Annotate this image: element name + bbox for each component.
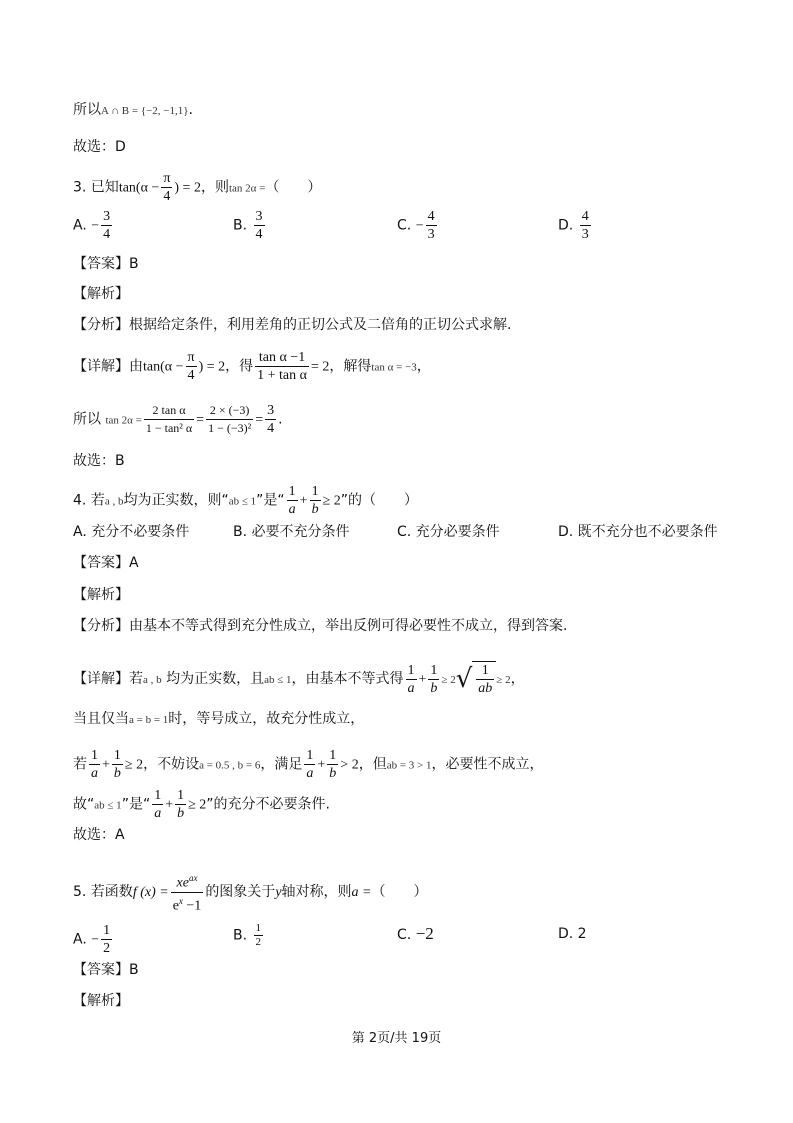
text: ”是“ xyxy=(256,492,285,509)
math-expr: a = 0.5 , b = 6 xyxy=(199,759,261,772)
fraction xyxy=(426,208,437,243)
equals: = xyxy=(255,412,264,428)
q4-fenxi xyxy=(73,616,567,636)
numerator: 1 xyxy=(407,662,415,678)
text: 的图象关于 xyxy=(205,884,276,901)
fenxi-tag: 【分析】 xyxy=(73,618,129,634)
text: ，必要性不成立， xyxy=(431,756,544,773)
question-number: 5. 若函数 xyxy=(73,884,133,901)
fraction xyxy=(171,870,204,914)
fraction xyxy=(175,787,186,822)
fraction xyxy=(254,922,264,949)
q4-detail-line4 xyxy=(73,787,330,822)
fraction xyxy=(101,208,112,243)
option-label: B. xyxy=(233,217,248,234)
fraction xyxy=(161,170,172,205)
plus: + xyxy=(418,672,427,687)
q4-detail-line3 xyxy=(73,747,544,782)
q5-answer xyxy=(73,960,139,980)
numerator: 3 xyxy=(103,209,111,224)
answer-value: A xyxy=(129,555,139,571)
math-expr: a = xyxy=(351,885,372,901)
denominator: 4 xyxy=(187,368,195,383)
fraction xyxy=(476,662,494,697)
denominator: b xyxy=(113,766,121,781)
q4-analysis-tag: 【解析】 xyxy=(73,587,129,603)
math-expr: tan(α − xyxy=(143,359,184,375)
fenxi-tag: 【分析】 xyxy=(73,317,129,333)
answer-tag: 【答案】 xyxy=(73,555,129,571)
text: 若 xyxy=(73,756,87,773)
q5-option-a xyxy=(73,922,114,957)
math-expr: ≥ 2 xyxy=(496,674,511,686)
fraction xyxy=(287,483,298,518)
q5-option-d: D. 2 xyxy=(558,926,587,942)
math-expr: tan 2α = xyxy=(228,182,266,195)
text: ，得 xyxy=(225,358,254,375)
numerator: 1 xyxy=(91,748,98,763)
math-expr: f (x) = xyxy=(132,885,169,901)
math-expr: A ∩ B = {−2, −1,1} xyxy=(101,105,189,117)
math-expr: ≥ 2 xyxy=(322,493,341,509)
fraction xyxy=(206,402,253,437)
question-4-stem xyxy=(73,483,418,518)
denominator: a xyxy=(407,680,415,696)
q4-option-a: A. 充分不必要条件 xyxy=(73,524,190,540)
text: 时，等号成立，故充分性成立， xyxy=(168,711,365,727)
numerator: 1 xyxy=(430,662,438,678)
math-expr: a , b xyxy=(143,674,162,686)
fraction xyxy=(112,747,123,782)
text: 所以 xyxy=(73,102,101,118)
text: 故“ xyxy=(73,796,95,813)
denominator xyxy=(171,893,204,915)
text: ，则 xyxy=(200,179,229,196)
text: ，解得 xyxy=(329,358,372,375)
denominator: 3 xyxy=(427,227,435,242)
numerator xyxy=(171,870,204,893)
fraction xyxy=(428,662,439,697)
plus: + xyxy=(317,757,326,773)
q5-option-b xyxy=(233,922,265,949)
q3-option-b xyxy=(233,208,267,243)
q4-choose: 故选：A xyxy=(73,827,125,843)
fraction xyxy=(101,922,112,957)
text: ，由基本不等式得 xyxy=(291,671,404,687)
sign: − xyxy=(415,218,424,234)
page-footer: 第 2页/共 19页 xyxy=(351,1031,442,1046)
math-var: y xyxy=(275,885,282,901)
option-label: C. xyxy=(397,927,412,943)
denominator-base: e xyxy=(172,898,179,914)
denominator: 2 xyxy=(103,941,111,956)
q3-detail xyxy=(73,349,431,384)
q4-detail-line2 xyxy=(73,709,364,730)
numerator: 1 xyxy=(311,484,319,499)
math-expr: ≥ 2 xyxy=(441,674,456,686)
math-expr: ab ≤ 1 xyxy=(228,495,257,508)
text: 均为正实数，则“ xyxy=(123,492,229,509)
fraction xyxy=(580,208,591,243)
math-expr: ) = 2 xyxy=(174,180,201,196)
math-expr: tan α = −3 xyxy=(371,361,417,374)
fraction xyxy=(327,747,338,782)
fraction xyxy=(255,349,309,384)
denominator: 4 xyxy=(255,227,263,242)
numerator: 1 xyxy=(113,748,121,763)
denominator: b xyxy=(329,766,337,781)
q3-option-a xyxy=(73,208,114,243)
option-label: A. xyxy=(73,931,87,948)
numerator: 2 × (−3) xyxy=(206,402,253,420)
text: ，不妨设 xyxy=(143,756,200,773)
option-label: C. xyxy=(397,217,412,234)
text: 由 xyxy=(129,358,143,375)
text: 轴对称，则 xyxy=(281,884,352,901)
text: ”的充分不必要条件. xyxy=(206,796,330,813)
denominator: b xyxy=(430,680,438,696)
text: ”的（ ） xyxy=(340,492,419,509)
plus: + xyxy=(102,757,110,773)
q4-option-d: D. 既不充分也不必要条件 xyxy=(558,524,718,540)
detail-tag: 【详解】 xyxy=(73,358,129,375)
numerator: 4 xyxy=(427,209,435,224)
numerator: 3 xyxy=(267,403,275,418)
text: ，但 xyxy=(358,756,387,773)
fraction xyxy=(152,787,163,822)
answer-value: B xyxy=(129,962,139,978)
set-intersection-line xyxy=(73,100,193,121)
text: ，满足 xyxy=(260,756,303,773)
denominator: b xyxy=(177,806,185,821)
detail-tag: 【详解】 xyxy=(73,671,129,687)
text: . xyxy=(278,411,283,428)
fraction xyxy=(186,349,197,384)
math-expr: > 2 xyxy=(340,757,359,773)
equals: = xyxy=(196,412,205,428)
denominator: 2 xyxy=(255,936,262,948)
q5-analysis-tag: 【解析】 xyxy=(73,993,129,1009)
option-label: A. xyxy=(73,217,87,234)
answer-tag: 【答案】 xyxy=(73,256,129,272)
fraction xyxy=(310,483,321,518)
numerator: 2 tan α xyxy=(144,402,194,420)
plus: + xyxy=(299,493,308,509)
math-expr: tan(α − xyxy=(118,180,160,196)
fenxi-text: 由基本不等式得到充分性成立，举出反例可得必要性不成立，得到答案. xyxy=(129,618,568,634)
denominator: a xyxy=(91,766,98,781)
text: . xyxy=(188,102,193,118)
fraction xyxy=(89,747,100,782)
denominator-tail: −1 xyxy=(182,898,202,914)
question-5-stem xyxy=(73,870,427,914)
math-expr: ≥ 2 xyxy=(188,797,207,813)
numerator: 1 xyxy=(329,748,337,763)
fenxi-text: 根据给定条件，利用差角的正切公式及二倍角的正切公式求解. xyxy=(129,317,512,333)
numerator: π xyxy=(187,350,195,365)
sqrt-radicand xyxy=(472,661,496,697)
q3-solution xyxy=(73,402,283,437)
text: ， xyxy=(510,671,525,687)
denominator: 1 + tan α xyxy=(257,368,307,383)
answer-value: B xyxy=(129,256,139,272)
exponent: x xyxy=(178,895,183,906)
denominator: 4 xyxy=(163,189,171,204)
fraction xyxy=(304,747,315,782)
question-number: 3. 已知 xyxy=(73,179,119,196)
q3-fenxi xyxy=(73,315,511,335)
q5-option-c xyxy=(397,924,434,945)
option-value: −2 xyxy=(415,924,434,943)
q3-answer xyxy=(73,254,139,274)
fraction xyxy=(144,402,194,437)
math-expr: ab ≤ 1 xyxy=(94,799,122,812)
text: ， xyxy=(416,358,431,375)
numerator: tan α −1 xyxy=(255,349,309,367)
fraction xyxy=(406,662,417,697)
denominator: 4 xyxy=(103,227,111,242)
math-expr: ≥ 2 xyxy=(124,757,144,773)
answer-tag: 【答案】 xyxy=(73,962,129,978)
option-label: D. xyxy=(558,217,574,234)
numerator: π xyxy=(163,171,171,186)
question-3-stem xyxy=(73,170,321,205)
sign: − xyxy=(91,218,100,234)
math-expr: = 2 xyxy=(310,359,330,375)
denominator: b xyxy=(311,502,319,517)
numerator: 1 xyxy=(288,484,296,499)
denominator: a xyxy=(154,806,162,821)
fraction xyxy=(254,208,265,243)
numerator-base: xe xyxy=(176,875,189,891)
q3-option-d xyxy=(558,208,593,243)
denominator: a xyxy=(288,502,296,517)
denominator: 1 − (−3)² xyxy=(208,421,252,435)
question-number: 4. 若 xyxy=(73,492,105,509)
denominator: 4 xyxy=(267,421,275,436)
denominator: a xyxy=(306,766,314,781)
math-expr: a , b xyxy=(104,495,124,508)
previous-answer: 故选：D xyxy=(73,139,126,155)
exponent: ax xyxy=(188,873,198,883)
numerator: 3 xyxy=(255,209,263,224)
radical-sign: √ xyxy=(455,664,473,694)
numerator: 1 xyxy=(177,788,185,803)
math-expr: ab ≤ 1 xyxy=(264,674,292,686)
option-label: B. xyxy=(233,927,248,944)
text: 所以 xyxy=(73,411,101,428)
math-expr: ab = 3 > 1 xyxy=(386,759,432,772)
q4-option-c: C. 充分必要条件 xyxy=(397,524,500,540)
text: 均为正实数，且 xyxy=(166,671,265,687)
q3-option-c xyxy=(397,208,439,243)
text: ”是“ xyxy=(121,796,151,813)
math-expr: tan 2α = xyxy=(105,414,142,427)
answer-blank: （ ） xyxy=(371,884,428,901)
text: 若 xyxy=(129,671,143,687)
denominator: 1 − tan² α xyxy=(145,421,193,435)
numerator: 4 xyxy=(581,209,589,224)
numerator: 1 xyxy=(103,923,111,938)
q4-answer xyxy=(73,553,139,573)
denominator: ab xyxy=(478,681,493,696)
math-expr: a = b = 1 xyxy=(129,714,169,726)
sign: − xyxy=(91,932,100,948)
fraction xyxy=(265,402,276,437)
q4-option-b: B. 必要不充分条件 xyxy=(233,524,350,540)
answer-blank: （ ） xyxy=(265,179,322,196)
denominator: 3 xyxy=(581,227,589,242)
plus: + xyxy=(165,797,174,813)
q3-analysis-tag: 【解析】 xyxy=(73,286,129,302)
numerator: 1 xyxy=(306,748,314,763)
numerator: 1 xyxy=(255,922,262,934)
numerator: 1 xyxy=(476,662,494,680)
numerator: 1 xyxy=(154,788,162,803)
text: 当且仅当 xyxy=(73,711,129,727)
q4-detail xyxy=(73,661,525,697)
math-expr: ) = 2 xyxy=(198,359,226,375)
q3-choose: 故选：B xyxy=(73,453,125,469)
